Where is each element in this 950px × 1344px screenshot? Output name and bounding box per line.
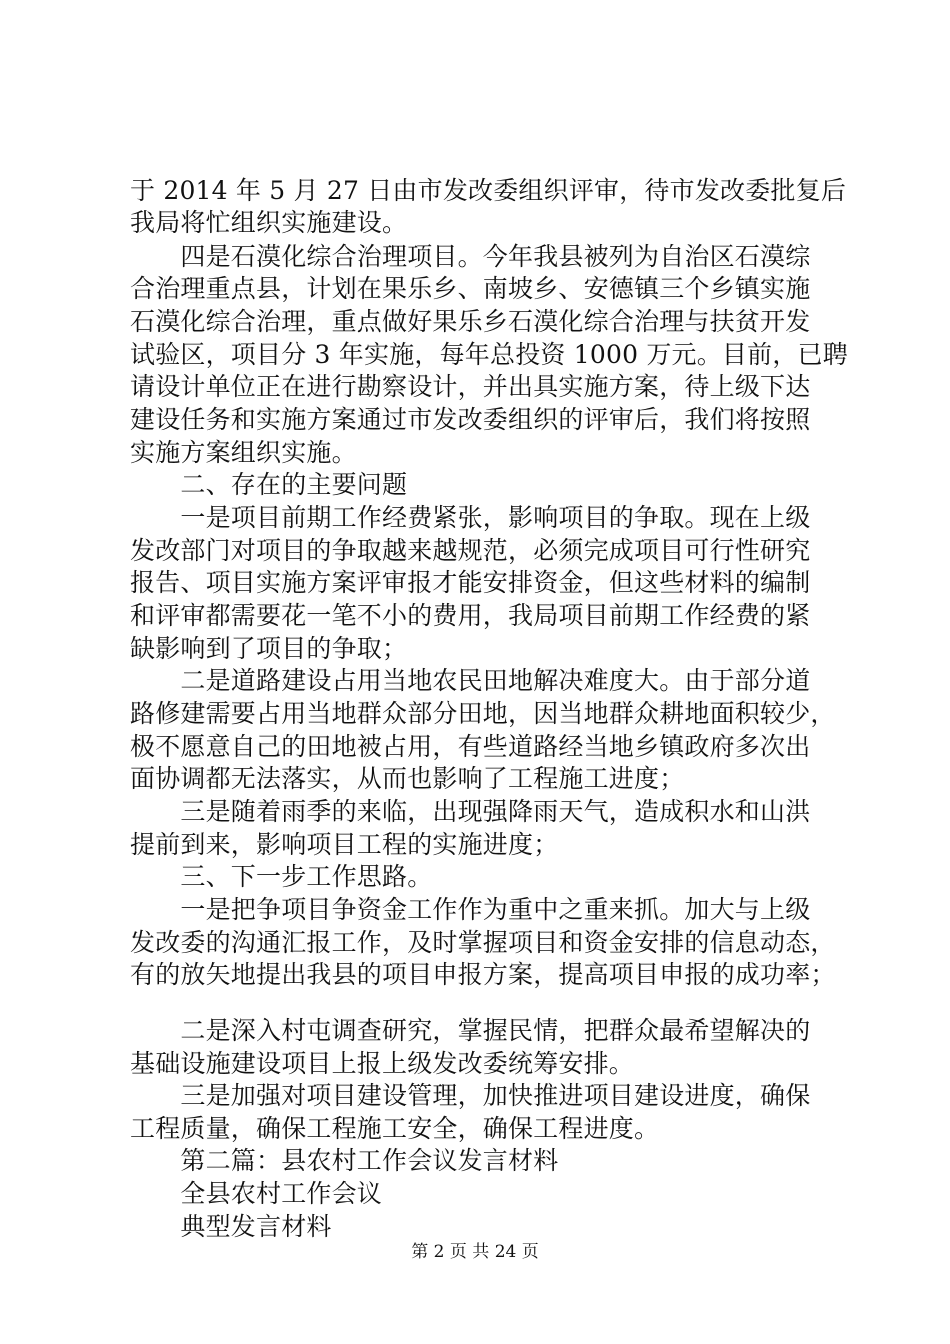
body-text-line: 四是石漠化综合治理项目。今年我县被列为自治区石漠综 xyxy=(130,242,811,271)
body-text-line: 一是项目前期工作经费紧张，影响项目的争取。现在上级 xyxy=(130,503,811,532)
section-heading: 三、下一步工作思路。 xyxy=(130,862,433,891)
body-text-line: 缺影响到了项目的争取； xyxy=(130,634,408,663)
body-text-line: 三是加强对项目建设管理，加快推进项目建设进度，确保 xyxy=(130,1081,811,1110)
body-text-line: 提前到来，影响项目工程的实施进度； xyxy=(130,830,559,859)
body-text-line: 极不愿意自己的田地被占用，有些道路经当地乡镇政府多次出 xyxy=(130,732,811,761)
body-text-line: 合治理重点县，计划在果乐乡、南坡乡、安德镇三个乡镇实施 xyxy=(130,274,811,303)
body-text-line: 一是把争项目争资金工作作为重中之重来抓。加大与上级 xyxy=(130,895,811,924)
body-text-line: 二是道路建设占用当地农民田地解决难度大。由于部分道 xyxy=(130,666,811,695)
body-text-line: 报告、项目实施方案评审报才能安排资金，但这些材料的编制 xyxy=(130,568,811,597)
body-text-line: 于 2014 年 5 月 27 日由市发改委组织评审，待市发改委批复后 xyxy=(130,176,847,205)
page-number-footer: 第 2 页 共 24 页 xyxy=(411,1242,539,1262)
body-text-line: 二是深入村屯调查研究，掌握民情，把群众最希望解决的 xyxy=(130,1016,811,1045)
body-text-line: 发改委的沟通汇报工作，及时掌握项目和资金安排的信息动态， xyxy=(130,928,836,957)
body-text-line: 请设计单位正在进行勘察设计，并出具实施方案，待上级下达 xyxy=(130,372,811,401)
body-text-line: 我局将忙组织实施建设。 xyxy=(130,208,408,237)
body-text-line: 工程质量，确保工程施工安全，确保工程进度。 xyxy=(130,1114,660,1143)
body-text-line: 路修建需要占用当地群众部分田地，因当地群众耕地面积较少， xyxy=(130,699,836,728)
body-text-line: 基础设施建设项目上报上级发改委统筹安排。 xyxy=(130,1049,635,1078)
body-text-line: 三是随着雨季的来临，出现强降雨天气，造成积水和山洪 xyxy=(130,797,811,826)
section-heading: 二、存在的主要问题 xyxy=(130,470,408,499)
body-text-line: 面协调都无法落实，从而也影响了工程施工进度； xyxy=(130,764,685,793)
body-text-line: 试验区，项目分 3 年实施，每年总投资 1000 万元。目前，已聘 xyxy=(130,340,848,369)
body-text-line: 建设任务和实施方案通过市发改委组织的评审后，我们将按照 xyxy=(130,405,811,434)
subtitle-line: 全县农村工作会议 xyxy=(130,1179,383,1208)
chapter-heading: 第二篇：县农村工作会议发言材料 xyxy=(130,1146,559,1175)
body-text-line: 有的放矢地提出我县的项目申报方案，提高项目申报的成功率； xyxy=(130,960,836,989)
body-text-line: 发改部门对项目的争取越来越规范，必须完成项目可行性研究 xyxy=(130,536,811,565)
body-text-line: 实施方案组织实施。 xyxy=(130,438,357,467)
subtitle-line: 典型发言材料 xyxy=(130,1212,332,1241)
body-text-line: 和评审都需要花一笔不小的费用，我局项目前期工作经费的紧 xyxy=(130,601,811,630)
body-text-line: 石漠化综合治理，重点做好果乐乡石漠化综合治理与扶贫开发 xyxy=(130,307,811,336)
